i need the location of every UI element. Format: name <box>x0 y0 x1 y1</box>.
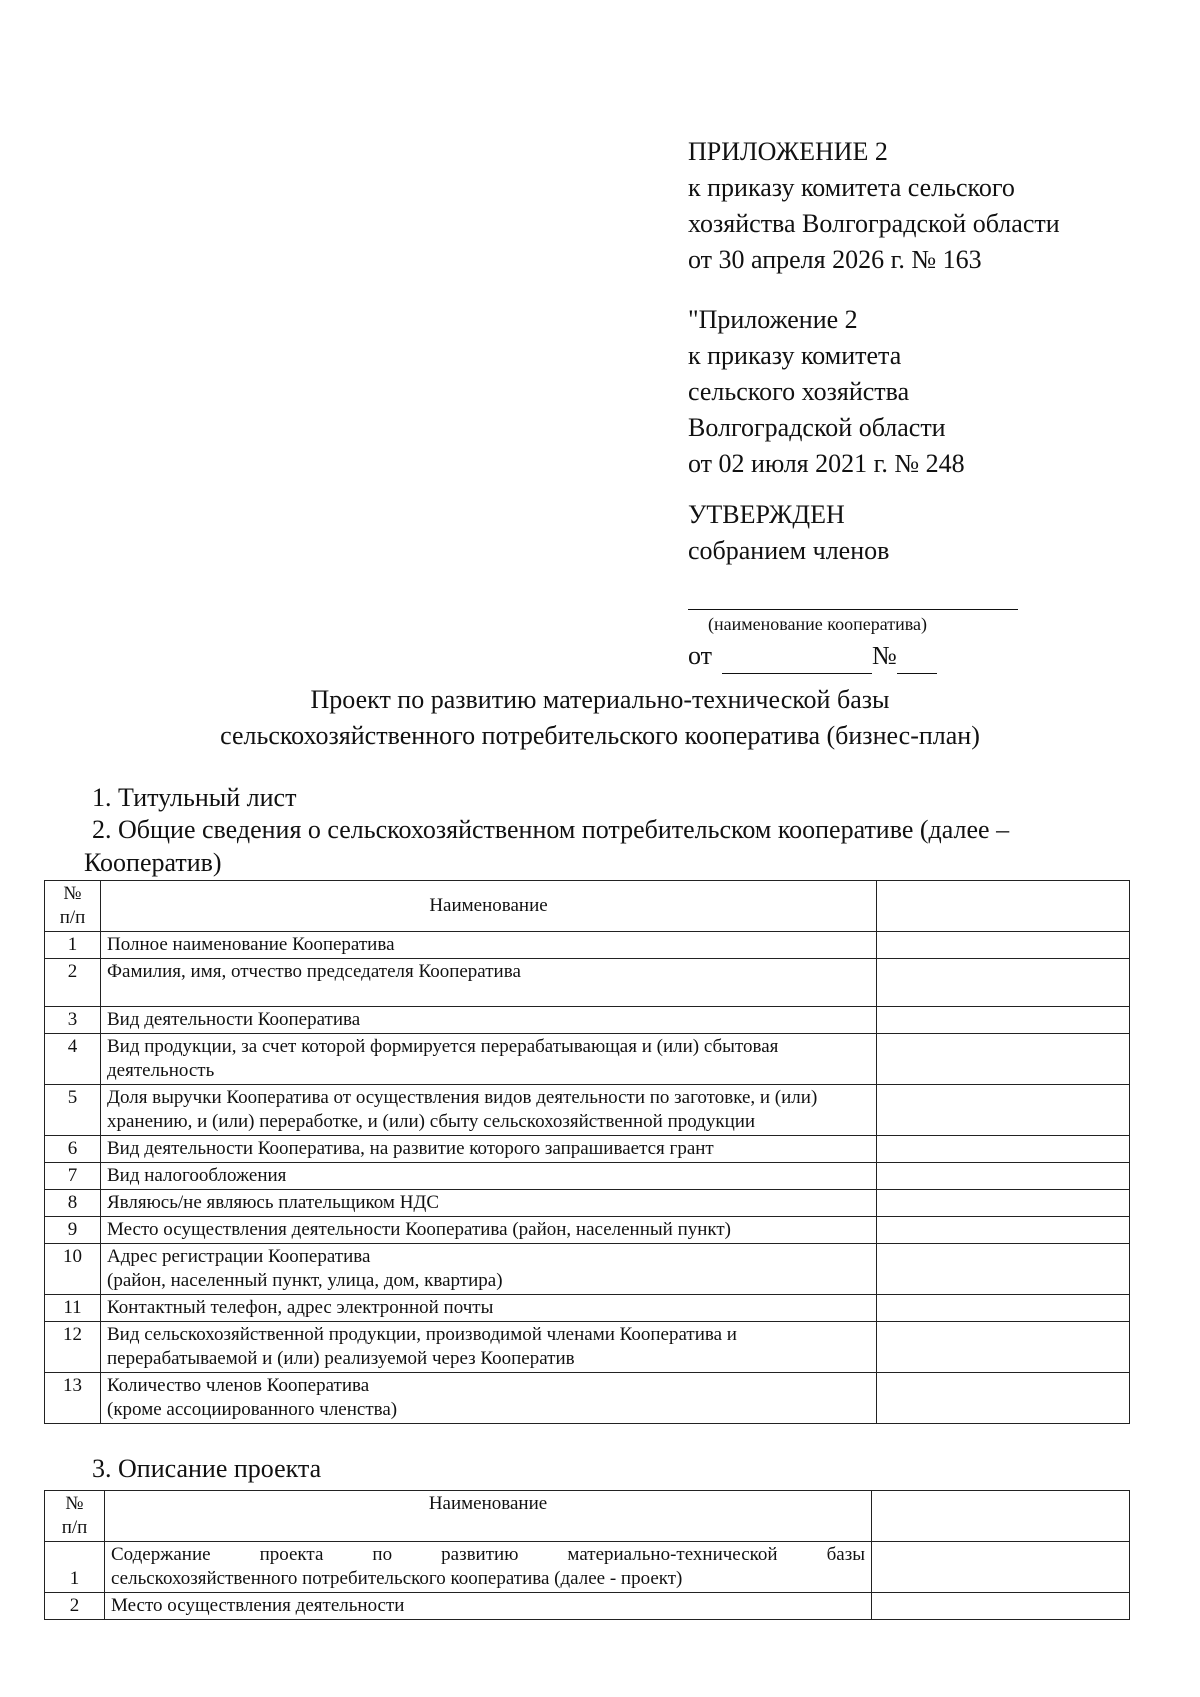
row-name-line: (кроме ассоциированного членства) <box>107 1399 398 1420</box>
table-row <box>45 1034 1130 1085</box>
row-name: Вид сельскохозяйственной продукции, производимой членами Кооператива и перерабатываемой и (или) реализуемой через Кооператив <box>101 1322 877 1373</box>
appendix-line: к приказу комитета сельского <box>688 173 1015 202</box>
row-num: 11 <box>45 1295 101 1322</box>
header-name: Наименование <box>105 1491 872 1542</box>
row-name <box>101 1244 877 1295</box>
appendix-title: ПРИЛОЖЕНИЕ 2 <box>688 137 888 166</box>
row-num: 6 <box>45 1136 101 1163</box>
row-num: 13 <box>45 1373 101 1424</box>
row-name: Вид продукции, за счет которой формируется перерабатывающая и (или) сбытовая деятельность <box>101 1034 877 1085</box>
row-name: Контактный телефон, адрес электронной почты <box>101 1295 877 1322</box>
header-value <box>872 1491 1130 1542</box>
number-blank <box>897 645 937 674</box>
appendix-line: от 30 апреля 2026 г. № 163 <box>688 245 982 274</box>
row-value <box>877 1163 1130 1190</box>
row-name: Вид деятельности Кооператива, на развитие которого запрашивается грант <box>101 1136 877 1163</box>
row-num: 3 <box>45 1007 101 1034</box>
row-num: 4 <box>45 1034 101 1085</box>
row-value <box>877 1295 1130 1322</box>
table-row <box>45 1244 1130 1295</box>
header-name: Наименование <box>101 881 877 932</box>
row-value <box>877 1136 1130 1163</box>
quote-line: сельского хозяйства <box>688 377 910 406</box>
table-header-row <box>45 881 1130 932</box>
project-description-table <box>44 1490 1130 1620</box>
table-header-row <box>45 1491 1130 1542</box>
table-row <box>45 1593 1130 1620</box>
document-title-line: Проект по развитию материально-технической базы <box>310 685 890 714</box>
row-name: Фамилия, имя, отчество председателя Кооператива <box>101 959 877 1007</box>
row-num: 1 <box>45 932 101 959</box>
coop-name-blank <box>688 569 1018 610</box>
row-num: 2 <box>45 959 101 1007</box>
quoted-appendix-header <box>688 302 1158 482</box>
header-num-line: № <box>63 883 82 904</box>
header-value <box>877 881 1130 932</box>
table-row <box>45 1217 1130 1244</box>
document-title-line: сельскохозяйственного потребительского кооператива (бизнес-план) <box>220 721 980 750</box>
row-value <box>877 1244 1130 1295</box>
row-value <box>872 1542 1130 1593</box>
table-row <box>45 1190 1130 1217</box>
header-num-line: № <box>65 1493 84 1514</box>
appendix-header <box>688 134 1158 278</box>
table-row <box>45 1163 1130 1190</box>
row-num: 12 <box>45 1322 101 1373</box>
approved-subtitle: собранием членов <box>688 536 890 565</box>
general-info-table <box>44 880 1130 1424</box>
row-num: 5 <box>45 1085 101 1136</box>
row-value <box>877 1217 1130 1244</box>
row-value <box>877 1190 1130 1217</box>
row-name-line: сельскохозяйственного потребительского кооператива (далее - проект) <box>111 1568 683 1589</box>
row-name-line: Адрес регистрации Кооператива <box>107 1246 371 1267</box>
row-name-line: Количество членов Кооператива <box>107 1375 370 1396</box>
table-row <box>45 1085 1130 1136</box>
row-num: 10 <box>45 1244 101 1295</box>
table-row <box>45 1373 1130 1424</box>
row-name: Являюсь/не являюсь плательщиком НДС <box>101 1190 877 1217</box>
table-row <box>45 932 1130 959</box>
document-title <box>100 682 1100 754</box>
row-value <box>872 1593 1130 1620</box>
row-value <box>877 1322 1130 1373</box>
table-row <box>45 1136 1130 1163</box>
quote-line: к приказу комитета <box>688 341 902 370</box>
row-num: 2 <box>45 1593 105 1620</box>
row-name <box>101 1373 877 1424</box>
quote-line: Волгоградской области <box>688 413 946 442</box>
row-value <box>877 932 1130 959</box>
row-name: Место осуществления деятельности <box>105 1593 872 1620</box>
section-heading-title-page: 1. Титульный лист <box>92 783 297 812</box>
section-heading-project-description: 3. Описание проекта <box>92 1454 322 1483</box>
row-value <box>877 1007 1130 1034</box>
table-row <box>45 1295 1130 1322</box>
header-num <box>45 1491 105 1542</box>
row-name: Вид деятельности Кооператива <box>101 1007 877 1034</box>
section-heading-line: 2. Общие сведения о сельскохозяйственном потребительском кооперативе (далее – <box>92 815 1010 844</box>
approval-date-line <box>688 638 1158 674</box>
row-name-line: (район, населенный пункт, улица, дом, квартира) <box>107 1270 503 1291</box>
from-label: от <box>688 641 713 670</box>
date-blank <box>722 645 872 674</box>
table-row <box>45 1542 1130 1593</box>
row-name: Вид налогообложения <box>101 1163 877 1190</box>
header-num-line: п/п <box>59 907 86 928</box>
row-name: Место осуществления деятельности Кооператива (район, населенный пункт) <box>101 1217 877 1244</box>
row-name-line: Содержание проекта по развитию материально-технической базы <box>111 1544 865 1565</box>
table-row <box>45 1007 1130 1034</box>
quote-line: от 02 июля 2021 г. № 248 <box>688 449 965 478</box>
table-row <box>45 1322 1130 1373</box>
section-heading-general-info <box>84 813 1132 879</box>
approval-block <box>688 497 1158 674</box>
row-value <box>877 1085 1130 1136</box>
row-num: 9 <box>45 1217 101 1244</box>
row-num: 8 <box>45 1190 101 1217</box>
appendix-line: хозяйства Волгоградской области <box>688 209 1060 238</box>
quote-line: "Приложение 2 <box>688 305 858 334</box>
number-label: № <box>872 641 897 670</box>
row-num: 1 <box>45 1542 105 1593</box>
row-name: Доля выручки Кооператива от осуществления видов деятельности по заготовке, и (или) хранению, и (или) переработке, и (или) сбыту сельскохозяйственной продукции <box>101 1085 877 1136</box>
coop-name-caption: (наименование кооператива) <box>708 614 927 634</box>
approved-title: УТВЕРЖДЕН <box>688 500 845 529</box>
section-heading-line: Кооператив) <box>84 848 222 877</box>
row-name: Полное наименование Кооператива <box>101 932 877 959</box>
table-row <box>45 959 1130 1007</box>
row-name <box>105 1542 872 1593</box>
row-value <box>877 959 1130 1007</box>
row-value <box>877 1034 1130 1085</box>
header-num <box>45 881 101 932</box>
row-num: 7 <box>45 1163 101 1190</box>
row-value <box>877 1373 1130 1424</box>
header-num-line: п/п <box>61 1517 88 1538</box>
